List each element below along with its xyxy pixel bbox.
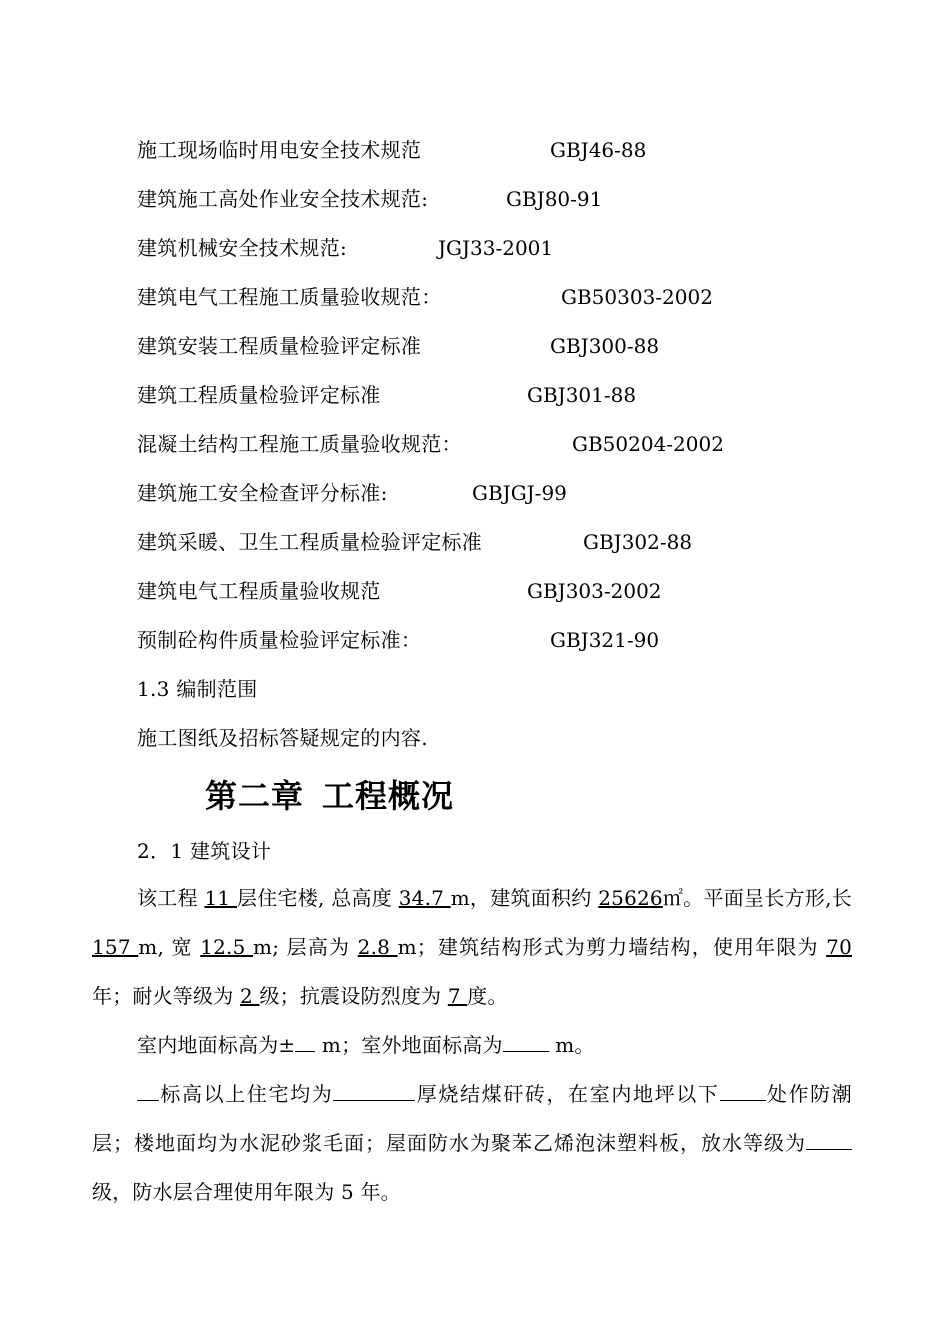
- text-run: m; 层高为: [253, 935, 358, 959]
- storey-height-value: 2.8: [357, 935, 398, 959]
- standard-title: 预制砼构件质量检验评定标准：: [137, 628, 422, 652]
- blank-line: [503, 1033, 549, 1052]
- standard-title: 建筑施工安全检查评分标准:: [137, 481, 388, 505]
- blank-line: [295, 1033, 315, 1052]
- text-run: m；室外地面标高为: [315, 1033, 503, 1057]
- text-run: m, 宽: [138, 935, 201, 959]
- standard-code: GB50303-2002: [561, 285, 713, 309]
- chapter-name: 工程概况: [322, 777, 455, 815]
- blank-line: [333, 1082, 415, 1101]
- text-run: 处作防潮层；楼地面均为水泥砂浆毛面；屋面防水为聚苯乙烯泡沫塑料板，放水等级为: [92, 1082, 852, 1155]
- materials-paragraph: [92, 1070, 852, 1217]
- standard-code: GBJ80-91: [506, 187, 603, 211]
- blank-line: [806, 1131, 852, 1150]
- text-run: ㎡。平面呈长方形,长: [662, 886, 852, 910]
- section-text: 施工图纸及招标答疑规定的内容.: [137, 726, 428, 750]
- text-run: 该工程: [137, 886, 205, 910]
- standard-code: GBJ303-2002: [527, 579, 662, 603]
- text-run: 度。: [467, 984, 508, 1008]
- standard-code: JGJ33-2001: [438, 236, 554, 260]
- area-value: 25626: [598, 886, 663, 910]
- standard-code: GBJ301-88: [527, 383, 637, 407]
- text-run: 标高以上住宅均为: [159, 1082, 334, 1106]
- building-design-paragraph: [92, 874, 852, 1021]
- text-run: 层住宅楼, 总高度: [236, 886, 399, 910]
- chapter-title: [205, 775, 454, 817]
- floors-value: 11: [204, 886, 237, 910]
- text-run: m，建筑面积约: [450, 886, 599, 910]
- seismic-value: 7: [447, 984, 468, 1008]
- standard-title: 建筑电气工程施工质量验收规范：: [137, 285, 442, 309]
- standard-title: 建筑安装工程质量检验评定标准: [137, 334, 422, 358]
- elevation-paragraph: [92, 1021, 852, 1070]
- blank-line: [720, 1082, 766, 1101]
- text-run: 厚烧结煤矸砖，在室内地坪以下: [415, 1082, 720, 1106]
- standard-code: GBJGJ-99: [472, 481, 567, 505]
- text-run: m；建筑结构形式为剪力墙结构，使用年限为: [397, 935, 827, 959]
- text-run: 级，防水层合理使用年限为 5 年。: [92, 1180, 401, 1204]
- standard-title: 建筑采暖、卫生工程质量检验评定标准: [137, 530, 483, 554]
- width-value: 12.5: [200, 935, 254, 959]
- standard-code: GB50204-2002: [572, 432, 724, 456]
- text-run: m。: [548, 1033, 595, 1057]
- standard-title: 施工现场临时用电安全技术规范: [137, 138, 422, 162]
- standard-code: GBJ302-88: [583, 530, 693, 554]
- standard-code: GBJ321-90: [550, 628, 660, 652]
- blank-line: [137, 1082, 159, 1101]
- fire-rating-value: 2: [239, 984, 260, 1008]
- standard-title: 建筑施工高处作业安全技术规范:: [137, 187, 429, 211]
- text-run: 级；抗震设防烈度为: [259, 984, 448, 1008]
- standard-title: 混凝土结构工程施工质量验收规范：: [137, 432, 462, 456]
- length-value: 157: [92, 935, 139, 959]
- text-run: 年；耐火等级为: [92, 984, 240, 1008]
- chapter-number: 第二章: [205, 777, 305, 815]
- text-run: 室内地面标高为±: [137, 1033, 296, 1057]
- height-value: 34.7: [398, 886, 451, 910]
- standard-code: GBJ46-88: [550, 138, 647, 162]
- standard-title: 建筑机械安全技术规范:: [137, 236, 348, 260]
- section-heading: 1.3 编制范围: [137, 677, 258, 701]
- standard-title: 建筑电气工程质量验收规范: [137, 579, 381, 603]
- standard-title: 建筑工程质量检验评定标准: [137, 383, 381, 407]
- section-heading: 2．1 建筑设计: [137, 839, 272, 863]
- standard-code: GBJ300-88: [550, 334, 660, 358]
- service-life-value: 70: [826, 935, 852, 959]
